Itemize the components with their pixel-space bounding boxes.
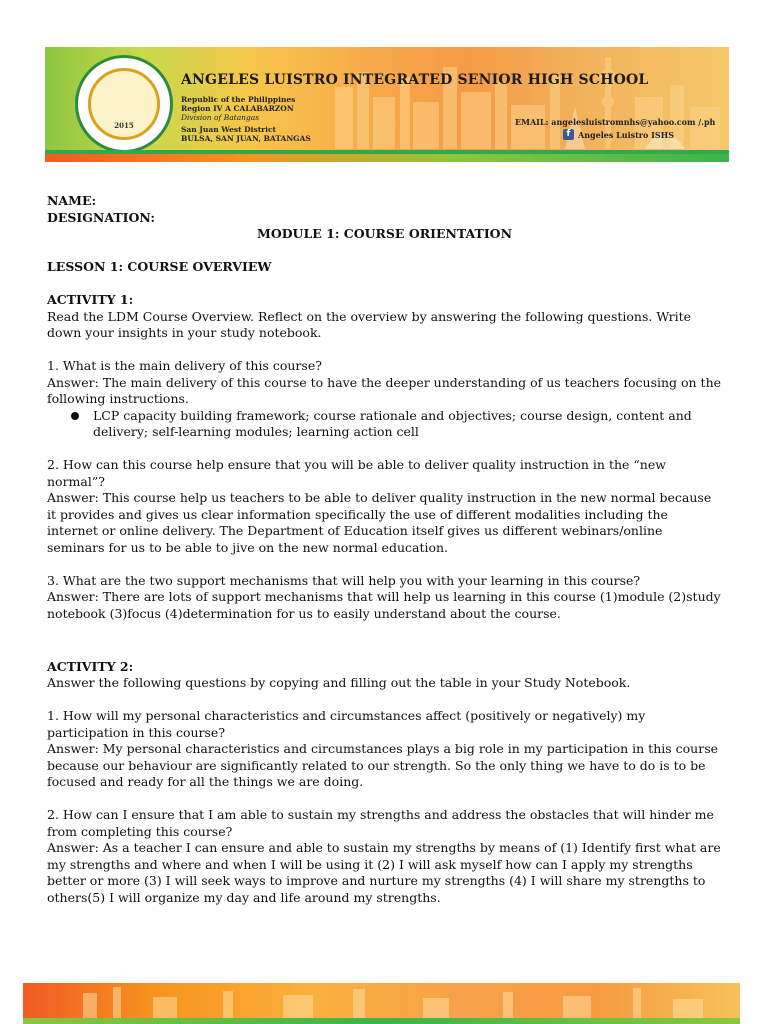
address-line: Republic of the Philippines bbox=[181, 95, 296, 104]
question: 3. What are the two support mechanisms that will help you with your learning in this course? bbox=[47, 572, 641, 588]
list-item: LCP capacity building framework; course rationale and objectives; course design, content and delivery; self-learning modules; learning action cell bbox=[47, 408, 722, 441]
answer: Answer: The main delivery of this course to have the deeper understanding of us teachers focusing on the following instructions. bbox=[47, 374, 722, 406]
address-line: Region IV A CALABARZON bbox=[181, 104, 294, 113]
school-seal-logo bbox=[75, 55, 173, 153]
address-line: BULSA, SAN JUAN, BATANGAS bbox=[181, 134, 311, 143]
banner-stripe bbox=[45, 154, 729, 162]
header-banner bbox=[45, 47, 729, 162]
question: 1. What is the main delivery of this course? bbox=[47, 358, 322, 373]
activity-1-title: ACTIVITY 1: bbox=[47, 292, 134, 307]
name-label: NAME: bbox=[47, 193, 97, 208]
question: 1. How will my personal characteristics and circumstances affect (positively or negatively) my participation in this course? bbox=[47, 708, 646, 740]
footer-banner bbox=[23, 983, 740, 1024]
activity-2-title: ACTIVITY 2: bbox=[47, 658, 134, 674]
answer: Answer: As a teacher I can ensure and able to sustain my strengths by means of (1) Identify first what are my strengths and where and when I will be using it (2) I will ask myself how can I apply my strengths better or more (3) I will seek ways to improve and nurture my strengths (4) I will share my strengths to others(5) I will organize my day and life around my strengths. bbox=[47, 840, 721, 905]
facebook-page bbox=[563, 129, 674, 140]
document-body bbox=[47, 193, 722, 906]
answer: Answer: My personal characteristics and circumstances plays a big role in my participation in this course because our behaviour are significantly related to our strength. So the only thing we have to do is to be focused and ready for all the things we are doing. bbox=[47, 741, 719, 789]
lesson-title: LESSON 1: COURSE OVERVIEW bbox=[47, 259, 272, 274]
address-line: Division of Batangas bbox=[181, 113, 260, 122]
school-email: EMAIL: angelesluistromnhs@yahoo.com /.ph bbox=[515, 117, 716, 127]
activity-2-instructions: Answer the following questions by copying and filling out the table in your Study Notebook. bbox=[47, 675, 631, 690]
question: 2. How can this course help ensure that you will be able to deliver quality instruction in the “new normal”? bbox=[47, 457, 666, 489]
module-title: MODULE 1: COURSE ORIENTATION bbox=[256, 226, 512, 241]
facebook-icon: f bbox=[563, 129, 574, 140]
seal-torch-emblem bbox=[88, 68, 160, 140]
school-address bbox=[181, 95, 311, 143]
seal-year: 2015 bbox=[114, 121, 134, 130]
activity-1-instructions: Read the LDM Course Overview. Reflect on the overview by answering the following questions. Write down your insights in your study notebook. bbox=[47, 308, 692, 340]
answer-bullet-list bbox=[47, 408, 722, 441]
question: 2. How can I ensure that I am able to sustain my strengths and address the obstacles that will hinder me from completing this course? bbox=[47, 807, 714, 839]
address-line: San Juan West District bbox=[181, 125, 277, 134]
facebook-page-name: Angeles Luistro ISHS bbox=[578, 129, 674, 140]
answer: Answer: This course help us teachers to be able to deliver quality instruction in the new normal because it provides and gives us clear information specifically the use of different modalities including the internet or online delivery. The Department of Education itself gives us different webinars/online seminars for us to be able to jive on the new normal education. bbox=[47, 490, 712, 555]
designation-label: DESIGNATION: bbox=[47, 209, 155, 225]
answer: Answer: There are lots of support mechanisms that will help us learning in this course (1)module (2)study notebook (3)focus (4)determination for us to easily understand about the course. bbox=[47, 589, 721, 621]
footer-stripe bbox=[23, 1018, 740, 1024]
school-name: ANGELES LUISTRO INTEGRATED SENIOR HIGH SCHOOL bbox=[181, 72, 649, 88]
